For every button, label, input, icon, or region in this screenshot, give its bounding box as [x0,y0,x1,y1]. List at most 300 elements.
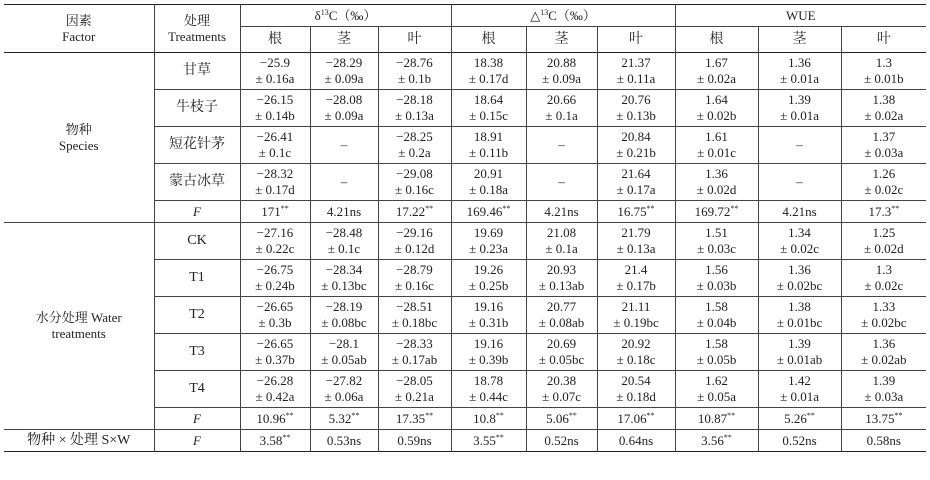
value-cell [378,297,451,334]
error-value: ± 0.44c [469,389,508,404]
value-cell [451,223,526,260]
factor-label-zh: 水分处理 Water [35,310,122,325]
mean-value: 20.76 [621,92,651,107]
error-value: ± 0.02bc [861,315,907,330]
value-cell [310,223,378,260]
mean-value: – [558,137,565,152]
value-cell [597,297,675,334]
f-value [240,201,310,223]
error-value: ± 0.25b [468,278,509,293]
error-value: ± 0.13b [616,108,656,123]
error-value: ± 0.14b [255,108,295,123]
error-value: ± 0.1b [397,71,432,86]
mean-value: −26.28 [256,373,294,388]
factor-label [4,53,154,223]
factor-header-en: Factor [62,28,96,44]
organ-header: 叶 [378,27,451,53]
f-label: F [154,201,240,223]
treatment-label: T4 [154,371,240,408]
treatments-header-zh: 处理 [183,12,210,28]
factor-label [4,223,154,430]
mean-value: 1.3 [875,55,892,70]
mean-value: −28.32 [256,166,294,181]
error-value: ± 0.02c [864,278,904,293]
f-value [526,201,597,223]
mean-value: 1.26 [872,166,896,181]
mean-value: −28.08 [325,92,363,107]
mean-value: 20.66 [546,92,577,107]
mean-value: 1.34 [788,225,811,240]
mean-value: 19.16 [473,336,504,351]
f-value [758,430,841,452]
treatment-label: 牛枝子 [154,90,240,127]
mean-value: 1.51 [705,225,728,240]
error-value: ± 0.13bc [321,278,367,293]
f-number: 169.72 [694,203,731,219]
value-cell [758,334,841,371]
factor-header [4,5,154,53]
treatment-label: 甘草 [154,53,240,90]
organ-header: 根 [675,27,758,53]
mean-value: 1.25 [872,225,896,240]
f-number: 169.46 [466,203,503,219]
error-value: ± 0.11a [616,71,656,86]
error-value: ± 0.01b [863,71,904,86]
mean-value: −28.1 [328,336,360,351]
mean-value: −28.79 [396,262,433,277]
mean-value: 1.36 [788,55,811,70]
f-value [310,430,378,452]
f-value [841,430,926,452]
error-value: ± 0.37b [255,352,295,367]
error-value: ± 0.03b [696,278,737,293]
error-value: ± 0.21a [395,389,434,404]
f-number: 10.87 [697,410,728,426]
error-value: ± 0.1c [258,145,292,160]
value-cell [310,260,378,297]
value-cell [526,260,597,297]
factor-label-zh: 物种 [65,121,92,137]
mean-value: −28.33 [396,336,433,351]
error-value: ± 0.05b [696,352,737,367]
f-value [597,430,675,452]
significance-mark: ** [568,410,577,420]
error-value: ± 0.01a [780,389,819,404]
value-cell [758,260,841,297]
f-number: 5.06 [546,410,569,426]
mean-value: 1.37 [872,129,896,144]
value-cell [310,297,378,334]
factor-header-zh: 因素 [65,12,92,28]
error-value: ± 0.23a [469,241,508,256]
significance-mark: ** [495,432,504,442]
f-value [597,201,675,223]
error-value: ± 0.15c [469,108,508,123]
value-cell [675,90,758,127]
value-cell [526,164,597,201]
mean-value: −28.18 [396,92,433,107]
value-cell [597,90,675,127]
error-value: ± 0.08ab [538,315,585,330]
value-cell [310,90,378,127]
value-cell [675,164,758,201]
f-number: 17.35 [395,410,426,426]
value-cell [378,334,451,371]
f-number: 16.75 [617,203,647,219]
error-value: ± 0.05ab [321,352,367,367]
f-number: 0.53ns [326,432,362,448]
mean-value: 1.38 [872,92,896,107]
f-number: 17.22 [395,203,426,219]
error-value: ± 0.2a [398,145,431,160]
error-value: ± 0.01a [780,71,819,86]
mean-value: −29.08 [396,166,433,181]
mean-value: −28.51 [396,299,433,314]
organ-header: 茎 [310,27,378,53]
value-cell [240,334,310,371]
mean-value: – [796,137,803,152]
f-number: 10.8 [473,410,496,426]
mean-value: 20.69 [546,336,577,351]
error-value: ± 0.04b [696,315,737,330]
f-value [378,201,451,223]
value-cell [526,334,597,371]
error-value: ± 0.18c [616,352,656,367]
mean-value: 21.64 [621,166,651,181]
mean-value: 18.38 [473,55,504,70]
error-value: ± 0.03c [697,241,736,256]
f-number: 3.55 [473,432,496,448]
error-value: ± 0.02d [696,182,737,197]
treatments-header [154,5,240,53]
value-cell [451,127,526,164]
mean-value: −25.9 [259,55,291,70]
mean-value: 20.92 [621,336,651,351]
f-value [675,430,758,452]
mean-value: 18.78 [473,373,504,388]
value-cell [675,260,758,297]
value-cell [597,127,675,164]
table-row [4,53,926,90]
mean-value: 20.84 [621,129,651,144]
mean-value: 1.38 [788,299,811,314]
error-value: ± 0.05bc [538,352,585,367]
value-cell [240,297,310,334]
value-cell [526,297,597,334]
significance-mark: ** [646,203,655,213]
f-value [597,408,675,430]
error-value: ± 0.31b [468,315,509,330]
value-cell [378,371,451,408]
value-cell [240,223,310,260]
mean-value: 1.67 [705,55,728,70]
f-value [526,408,597,430]
value-cell [841,334,926,371]
f-label: F [154,408,240,430]
mean-value: – [796,174,803,189]
f-number: 3.56 [701,432,724,448]
f-value [310,201,378,223]
mean-value: 21.79 [621,225,651,240]
mean-value: 1.56 [705,262,728,277]
error-value: ± 0.03a [864,389,904,404]
mean-value: −26.75 [256,262,294,277]
f-statistic-row [4,430,926,452]
value-cell [310,371,378,408]
mean-value: −28.29 [325,55,363,70]
f-number: 5.32 [328,410,352,426]
error-value: ± 0.09a [324,71,364,86]
value-cell [310,53,378,90]
mean-value: 19.26 [473,262,504,277]
error-value: ± 0.02d [863,241,904,256]
organ-header: 叶 [841,27,926,53]
error-value: ± 0.3b [258,315,292,330]
error-value: ± 0.11b [468,145,509,160]
treatment-label: T2 [154,297,240,334]
error-value: ± 0.02a [864,108,904,123]
significance-mark: ** [280,203,289,213]
value-cell [597,260,675,297]
mean-value: 1.58 [705,336,728,351]
f-number: 171 [261,203,281,219]
error-value: ± 0.19bc [613,315,659,330]
mean-value: – [558,174,565,189]
mean-value: 1.39 [788,336,811,351]
mean-value: 20.54 [621,373,651,388]
error-value: ± 0.16c [395,278,434,293]
error-value: ± 0.17a [616,182,656,197]
f-value [451,430,526,452]
organ-header: 根 [240,27,310,53]
value-cell [758,223,841,260]
significance-mark: ** [806,410,815,420]
error-value: ± 0.02c [780,241,819,256]
significance-mark: ** [425,203,434,213]
value-cell [451,260,526,297]
significance-mark: ** [351,410,360,420]
error-value: ± 0.18d [616,389,656,404]
error-value: ± 0.01a [780,108,819,123]
mean-value: −29.16 [396,225,433,240]
value-cell [841,297,926,334]
organ-header: 茎 [526,27,597,53]
error-value: ± 0.1c [327,241,361,256]
mean-value: – [340,174,348,189]
value-cell [758,164,841,201]
treatments-header-en: Treatments [167,28,227,44]
error-value: ± 0.13a [395,108,434,123]
mean-value: 1.39 [788,92,811,107]
f-number: 0.52ns [782,432,817,448]
value-cell [378,90,451,127]
error-value: ± 0.39b [468,352,509,367]
value-cell [526,53,597,90]
value-cell [240,90,310,127]
error-value: ± 0.16c [395,182,434,197]
group-header-discrimination: △$^{13}$C（‰） [451,5,675,27]
error-value: ± 0.17d [468,71,509,86]
value-cell [378,53,451,90]
mean-value: 20.91 [473,166,504,181]
mean-value: 20.38 [546,373,577,388]
f-number: 5.26 [784,410,807,426]
value-cell [597,334,675,371]
f-value [675,201,758,223]
f-value [758,408,841,430]
f-label: F [154,430,240,452]
value-cell [526,223,597,260]
value-cell [758,53,841,90]
value-cell [310,334,378,371]
error-value: ± 0.02bc [776,278,823,293]
organ-header: 叶 [597,27,675,53]
f-value [240,408,310,430]
value-cell [597,164,675,201]
error-value: ± 0.06a [324,389,364,404]
factor-label-en: treatments [51,326,106,341]
mean-value: −26.41 [256,129,294,144]
significance-mark: ** [425,410,434,420]
mean-value: −28.25 [396,129,433,144]
value-cell [841,127,926,164]
mean-value: 1.36 [872,336,896,351]
mean-value: 1.42 [788,373,811,388]
error-value: ± 0.05a [697,389,736,404]
f-number: 17.06 [617,410,647,426]
f-value [378,408,451,430]
group-header-wue: WUE [675,5,926,27]
error-value: ± 0.09a [542,71,581,86]
significance-mark: ** [730,203,739,213]
error-value: ± 0.16a [255,71,295,86]
mean-value: 18.64 [473,92,504,107]
f-number: 3.58 [259,432,283,448]
f-value [451,408,526,430]
f-value [675,408,758,430]
error-value: ± 0.17b [616,278,656,293]
mean-value: 19.69 [473,225,504,240]
f-value [526,430,597,452]
error-value: ± 0.01bc [776,315,823,330]
treatment-label: CK [154,223,240,260]
organ-header: 根 [451,27,526,53]
value-cell [675,334,758,371]
error-value: ± 0.1a [545,241,578,256]
mean-value: −27.16 [256,225,294,240]
significance-mark: ** [891,203,900,213]
value-cell [240,371,310,408]
mean-value: 20.93 [546,262,577,277]
results-table [4,4,926,452]
mean-value: 1.33 [872,299,896,314]
f-value [240,430,310,452]
error-value: ± 0.18bc [391,315,438,330]
significance-mark: ** [727,410,736,420]
significance-mark: ** [894,410,903,420]
f-number: 4.21ns [544,203,579,219]
value-cell [378,260,451,297]
mean-value: 1.58 [705,299,728,314]
error-value: ± 0.07c [542,389,581,404]
mean-value: 21.4 [624,262,648,277]
value-cell [675,371,758,408]
error-value: ± 0.01c [697,145,736,160]
error-value: ± 0.02a [697,71,736,86]
value-cell [451,297,526,334]
mean-value: −28.34 [325,262,363,277]
value-cell [526,127,597,164]
f-value [841,201,926,223]
value-cell [841,260,926,297]
value-cell [758,297,841,334]
error-value: ± 0.42a [255,389,295,404]
f-value [758,201,841,223]
value-cell [378,127,451,164]
treatment-label: T3 [154,334,240,371]
f-number: 0.58ns [866,432,901,448]
value-cell [310,127,378,164]
value-cell [597,371,675,408]
error-value: ± 0.17ab [391,352,438,367]
error-value: ± 0.09a [324,108,364,123]
treatment-label: T1 [154,260,240,297]
f-value [378,430,451,452]
mean-value: 1.62 [705,373,728,388]
value-cell [841,53,926,90]
value-cell [758,90,841,127]
significance-mark: ** [646,410,655,420]
value-cell [310,164,378,201]
error-value: ± 0.08bc [321,315,367,330]
significance-mark: ** [285,410,294,420]
error-value: ± 0.01ab [776,352,823,367]
mean-value: 1.61 [705,129,728,144]
f-value [451,201,526,223]
mean-value: −28.05 [396,373,433,388]
mean-value: 21.37 [621,55,651,70]
mean-value: −26.15 [256,92,294,107]
f-number: 0.59ns [397,432,432,448]
value-cell [526,90,597,127]
error-value: ± 0.17d [255,182,295,197]
mean-value: 19.16 [473,299,504,314]
mean-value: −26.65 [256,299,294,314]
f-value [310,408,378,430]
f-number: 0.64ns [618,432,654,448]
value-cell [451,334,526,371]
value-cell [240,127,310,164]
value-cell [378,223,451,260]
error-value: ± 0.13a [616,241,656,256]
value-cell [675,297,758,334]
value-cell [451,53,526,90]
mean-value: −26.65 [256,336,294,351]
mean-value: 1.36 [788,262,811,277]
value-cell [240,164,310,201]
value-cell [240,260,310,297]
mean-value: 1.39 [872,373,896,388]
group-header-delta: $\delta^{13}C(‰)$ [240,5,451,27]
value-cell [675,223,758,260]
error-value: ± 0.13ab [538,278,585,293]
value-cell [841,371,926,408]
significance-mark: ** [282,432,291,442]
treatment-label: 短花针茅 [154,127,240,164]
table-row [4,223,926,260]
error-value: ± 0.02ab [861,352,907,367]
error-value: ± 0.24b [255,278,295,293]
